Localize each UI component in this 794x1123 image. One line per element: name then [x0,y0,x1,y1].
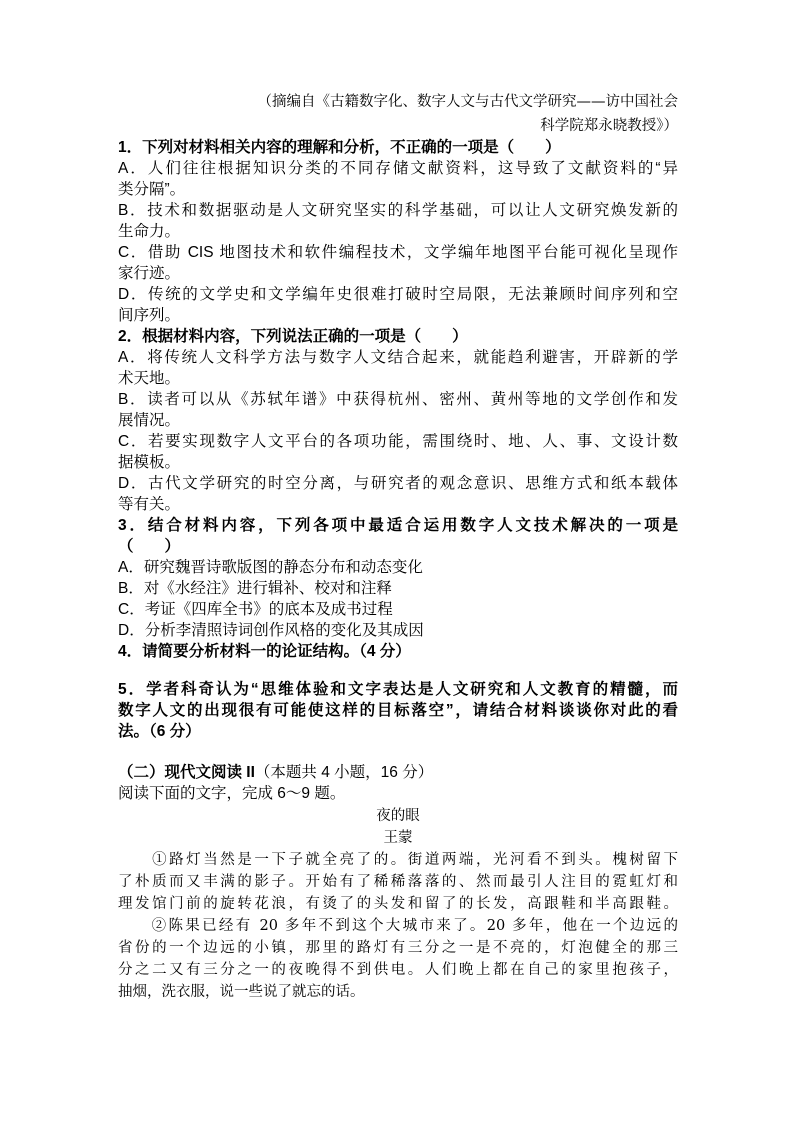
section-2-heading [118,763,678,783]
question-1-option-a: A．人们往往根据知识分类的不同存储文献资料，这导致了文献资料的“异 [118,160,678,177]
source-citation-line-1: （摘编自《古籍数字化、数字人文与古代文学研究——访中国社会 [257,94,678,110]
question-2-stem: 2．根据材料内容，下列说法正确的一项是（ ） [118,328,468,345]
question-5-line-1: 5．学者科奇认为“思维体验和文字表达是人文研究和人文教育的精髓，而 [118,681,678,698]
story-paragraph-2-line-3: 分之二又有三分之一的夜晚得不到供电。人们晚上都在自己的家里抱孩子， [118,962,678,978]
question-1-option-d-cont: 间序列。 [118,307,181,324]
section-2-instruction: 阅读下面的文字，完成 6～9 题。 [118,785,346,802]
story-paragraph-2-line-2: 省份的一个边远的小镇，那里的路灯有三分之一是不亮的，灯泡健全的那三 [118,940,678,956]
story-paragraph-1-line-1: ①路灯当然是一下子就全亮了的。街道两端，光河看不到头。槐树留下 [118,852,678,868]
question-4-stem: 4．请简要分析材料一的论证结构。（4 分） [118,643,411,660]
question-2-option-c: C．若要实现数字人文平台的各项功能，需围绕时、地、人、事、文设计数 [118,433,678,450]
question-1-option-b: B．技术和数据驱动是人文研究坚实的科学基础，可以让人文研究焕发新的 [118,202,678,219]
question-2-option-d-cont: 等有关。 [118,496,181,513]
section-2-heading-rest: （本题共 4 小题，16 分） [254,764,434,781]
question-2-option-a-cont: 术天地。 [118,370,181,387]
question-2-option-c-cont: 据模板。 [118,454,181,471]
question-1-option-b-cont: 生命力。 [118,223,181,240]
question-3-stem-cont: （ ） [118,538,181,555]
story-paragraph-2-line-1: ②陈果已经有 20 多年不到这个大城市来了。20 多年，他在一个边远的 [118,918,678,934]
story-paragraph-1-line-2: 了朴质而又丰满的影子。开始有了稀稀落落的、然而最引人注目的霓虹灯和 [118,874,678,890]
question-1-option-c-cont: 家行迹。 [118,265,181,282]
story-paragraph-2-line-4: 抽烟，洗衣服，说一些说了就忘的话。 [118,984,365,1000]
story-author: 王蒙 [383,830,413,846]
question-3-option-a: A．研究魏晋诗歌版图的静态分布和动态变化 [118,559,423,576]
question-2-option-b: B．读者可以从《苏轼年谱》中获得杭州、密州、黄州等地的文学创作和发 [118,391,678,408]
question-2-option-d: D．古代文学研究的时空分离，与研究者的观念意识、思维方式和纸本载体 [118,475,678,492]
story-title: 夜的眼 [376,808,420,824]
question-5-line-2: 数字人文的出现很有可能使这样的目标落空”，请结合材料谈谈你对此的看 [118,702,678,719]
question-2-option-a: A．将传统人文科学方法与数字人文结合起来，就能趋利避害，开辟新的学 [118,349,678,366]
question-1-option-d: D．传统的文学史和文学编年史很难打破时空局限，无法兼顾时间序列和空 [118,286,678,303]
question-3-option-c: C．考证《四库全书》的底本及成书过程 [118,601,393,618]
question-5-line-3: 法。（6 分） [118,723,201,740]
question-3-stem: 3．结合材料内容，下列各项中最适合运用数字人文技术解决的一项是 [118,517,678,534]
question-1-option-a-cont: 类分隔”。 [118,181,186,198]
source-citation-line-2: 科学院郑永晓教授》） [540,118,678,134]
question-3-option-d: D．分析李清照诗词创作风格的变化及其成因 [118,622,424,639]
section-2-heading-bold: （二）现代文阅读 II [118,764,255,781]
story-paragraph-1-line-3: 理发馆门前的旋转花浪，有烫了的头发和留了的长发，高跟鞋和半高跟鞋。 [118,896,678,912]
question-1-stem: 1．下列对材料相关内容的理解和分析，不正确的一项是（ ） [118,139,561,156]
question-3-option-b: B．对《水经注》进行辑补、校对和注释 [118,580,392,597]
question-2-option-b-cont: 展情况。 [118,412,181,429]
question-1-option-c: C．借助 CIS 地图技术和软件编程技术，文学编年地图平台能可视化呈现作 [118,244,678,261]
